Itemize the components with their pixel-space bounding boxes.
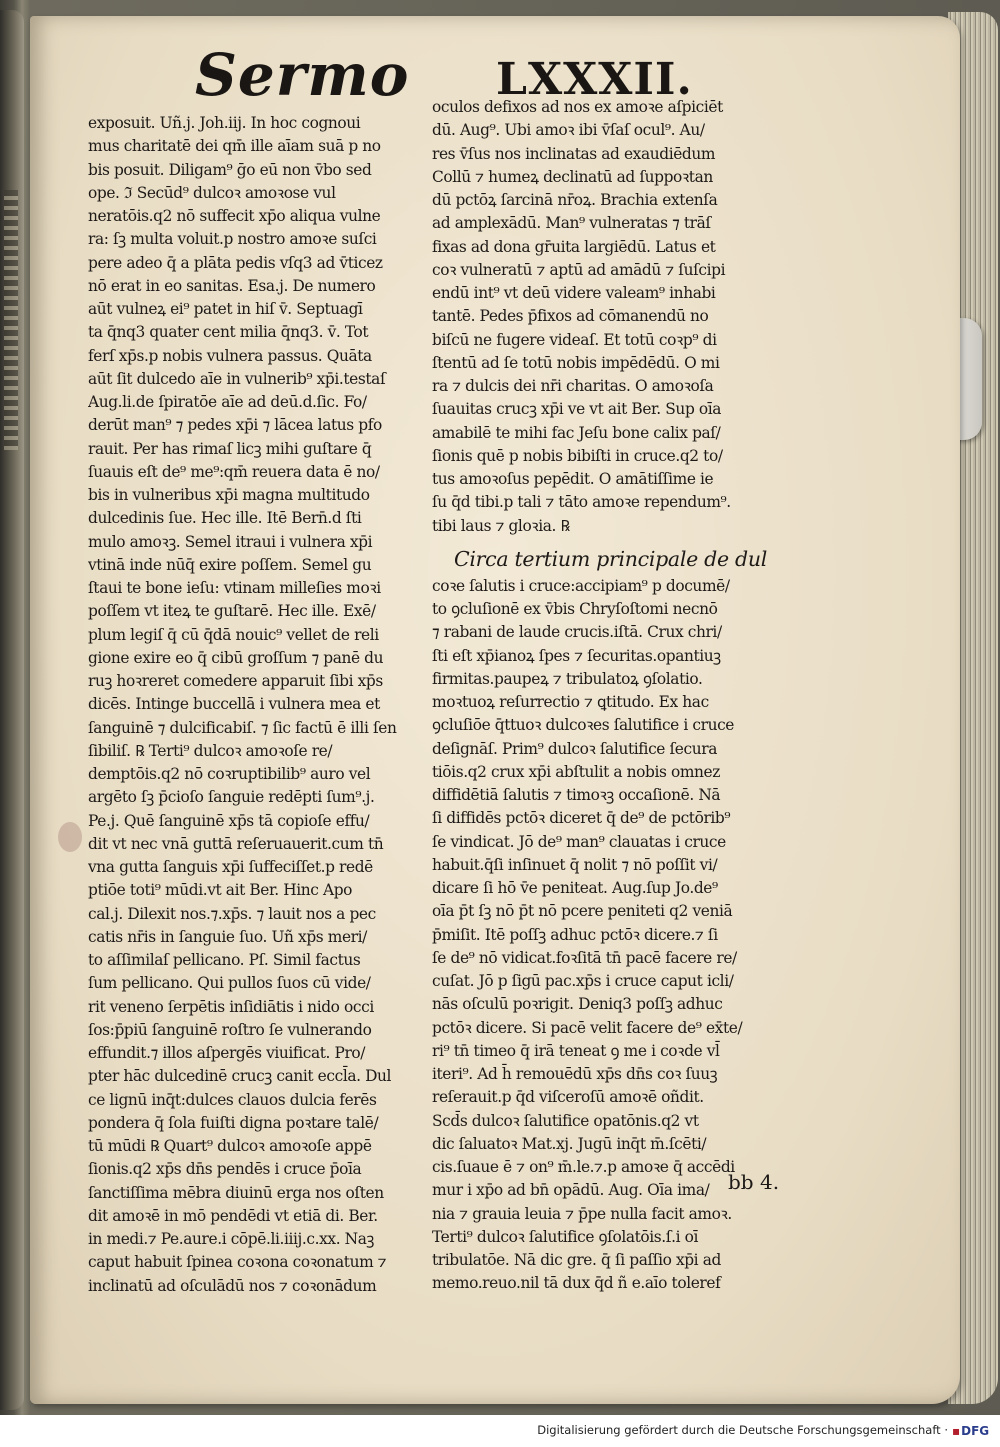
- text-line: pondera q̄ ſola fuiſti digna poꝛtare talē/: [88, 1113, 379, 1132]
- text-line: pter hāc dulcedinē crucꝫ canit eccl̄a. Dul: [88, 1067, 392, 1086]
- text-line: dū. Aug⁹. Ubi amoꝛ ibi v̄ſaſ ocul⁹. Au/: [432, 121, 705, 140]
- text-line: dulcedinis ſue. Hec ille. Itē Bern̄.d ſti: [88, 509, 362, 528]
- text-line: tiōis.q2 crux xp̄i abſtulit a nobis omnez: [432, 762, 720, 781]
- text-line: exposuit. Uñ.j. Joh.iij. In hoc cognoui: [88, 114, 361, 132]
- text-line: res v̄ſus nos inclinatas ad exaudiēdum: [432, 144, 716, 163]
- text-line: moꝛtuoꝝ reſurrectio ⁊ ꝗtitudo. Ex hac: [432, 693, 709, 711]
- text-line: to ꝯcluſionē ex v̄bis Chryſoſtomi necnō: [432, 600, 718, 618]
- text-line: ad amplexādū. Man⁹ vulneratas ⁊ trāſ: [432, 214, 711, 233]
- text-line: ſionis quē p nobis bibiſti in cruce.q2 to/: [432, 446, 723, 465]
- text-line: ferſ xp̄s.p nobis vulnera passus. Quāta: [88, 346, 372, 365]
- text-line: catis nr̄is in ſanguie ſuo. Uñ xp̄s meri/: [88, 927, 367, 946]
- text-line: cuſat. Jō p ſigū pac.xp̄s i cruce caput icli/: [432, 972, 734, 990]
- left-text-column: [88, 112, 430, 1298]
- text-line: ptiōe toti⁹ mūdi.vt ait Ber. Hinc Apo: [88, 881, 353, 900]
- text-line: rauit. Per has rimaſ licꝫ mihi guſtare q̄: [88, 439, 372, 458]
- folio-signature: bb 4.: [728, 1170, 780, 1194]
- text-line: pere adeo q̄ a plāta pedis vſq3 ad v̄ticez: [88, 253, 383, 272]
- dfg-logo-text: DFG: [961, 1424, 990, 1438]
- text-line: gione exire eo q̄ cibū groſſum ⁊ panē du: [88, 648, 384, 667]
- text-line: ſi diffidēs pctōꝛ diceret q̄ de⁹ de pctōrib⁹: [432, 809, 731, 828]
- text-line: effundit.⁊ illos aſpergēs viuificat. Pro/: [88, 1044, 366, 1062]
- text-line: firmitas.paupeꝝ ⁊ tribulatoꝝ ꝯſolatio.: [432, 669, 703, 688]
- text-line: ſos:p̄piū ſanguinē roſtro ſe vulnerando: [88, 1020, 372, 1039]
- text-line: pctōꝛ dicere. Si pacē velit facere de⁹ ex̄te/: [432, 1018, 743, 1037]
- text-line: argēto ſꝫ p̄cioſo ſanguie redēpti ſum⁹.j.: [88, 788, 375, 807]
- text-line: ꝯcluſiōe q̄ttuoꝛ dulcoꝛes ſalutifice i cruce: [432, 716, 735, 735]
- text-line: ſuauitas crucꝫ xp̄i ve vt ait Ber. Sup oīa: [432, 400, 722, 419]
- text-line: mulo amoꝛꝫ. Semel itraui i vulnera xp̄i: [88, 532, 373, 551]
- text-line: ri⁹ tn̄ timeo q̄ irā teneat ꝯ me i coꝛde vl̄: [432, 1041, 720, 1060]
- text-line: dū pctōꝝ ſarcinā nr̄oꝝ. Brachia extenſa: [432, 191, 718, 209]
- text-line: tribulatōe. Nā dic gre. q̄ ſi paſſio xp̄i ad: [432, 1251, 721, 1269]
- text-line: vna gutta ſanguis xp̄i ſuffeciſſet.p redē: [88, 858, 373, 876]
- text-line: ra ⁊ dulcis dei nr̄i charitas. O amoꝛoſa: [432, 377, 714, 395]
- text-line: tū mūdi ℞ Quart⁹ dulcoꝛ amoꝛoſe appē: [88, 1137, 372, 1155]
- text-line: mus charitatē dei qm̄ ille aīam suā p no: [88, 137, 381, 156]
- text-line: Scd̄s dulcoꝛ ſalutifice opatōnis.q2 vt: [432, 1111, 699, 1130]
- title-number: LXXXII.: [496, 54, 693, 105]
- text-line: coꝛe ſalutis i cruce:accipiam⁹ p documē/: [432, 576, 730, 595]
- text-line: ſum pellicano. Qui pullos ſuos cū vide/: [88, 974, 371, 993]
- text-line: Aug.li.de ſpiratōe aīe ad deū.d.ſic. Fo/: [88, 393, 367, 411]
- text-line: cal.j. Dilexit nos.⁊.xp̄s. ⁊ lauit nos a pec: [88, 904, 376, 923]
- text-line: memo.reuo.nil tā dux q̄d ñ e.aīo toleref: [432, 1274, 721, 1293]
- text-line: tus amoꝛoſus pepēdit. O amātiſſime ie: [432, 470, 714, 488]
- text-line: ſanguinē ⁊ dulcificabiſ. ⁊ ſic factū ē illi ſen: [88, 718, 397, 737]
- text-line: ope. ℑ Secūd⁹ dulcoꝛ amoꝛose vul: [88, 183, 336, 202]
- text-line: p̄miſit. Itē poſſꝫ adhuc pctōꝛ dicere.⁊ ſi: [432, 925, 718, 944]
- right-text-column: [432, 96, 770, 1296]
- text-line: Collū ⁊ humeꝝ declinatū ad ſuppoꝛtan: [432, 167, 713, 186]
- left-page-spine: [0, 10, 24, 1410]
- text-line: bis posuit. Diligam⁹ ḡo eū non v̄bo sed: [88, 160, 372, 179]
- text-line: ſtaui te bone ieſu: vtinam milleſies moꝛi: [88, 579, 381, 597]
- text-line: ſanctiſſima mēbra diuinū erga nos oſten: [88, 1183, 384, 1202]
- text-line: in medi.⁊ Pe.aure.i cōpē.li.iiij.c.xx. Naꝫ: [88, 1230, 374, 1248]
- text-line: nās oſculū poꝛrigit. Deniq3 poſſꝫ adhuc: [432, 995, 723, 1014]
- text-line: ſibiliſ. ℞ Terti⁹ dulcoꝛ amoꝛoſe re/: [88, 741, 333, 760]
- text-line: oīa p̄t ſꝫ nō p̄t nō pcere peniteti q2 veniā: [432, 902, 733, 921]
- text-line: oculos defixos ad nos ex amoꝛe aſpiciēt: [432, 98, 723, 116]
- spine-ornament: [4, 190, 18, 450]
- text-line: vtinā inde nūq̄ exire poſſem. Semel gu: [88, 555, 372, 574]
- text-line: dit amoꝛē in mō pendēdi vt etiā di. Ber.: [88, 1206, 378, 1225]
- text-line: bis in vulneribus xp̄i magna multitudo: [88, 486, 370, 504]
- text-line: dit vt nec vnā guttā reſeruauerit.cum tn̄: [88, 834, 384, 853]
- text-line: Pe.j. Quē ſanguinē xp̄s tā copioſe effu/: [88, 811, 370, 830]
- text-line: reſerauit.p q̄d viſceroſū amoꝛē oñdit.: [432, 1088, 704, 1107]
- text-line: rit veneno ſerpētis inſidiātis i nido occi: [88, 997, 374, 1016]
- text-line: ra: ſꝫ multa voluit.p nostro amoꝛe suſci: [88, 230, 377, 249]
- title-sermo: Sermo: [195, 41, 410, 109]
- text-line: tantē. Pedes p̄fixos ad cōmanendū no: [432, 307, 709, 326]
- text-line: diffidētiā ſalutis ⁊ timoꝛꝫ occaſionē. Nā: [432, 786, 721, 804]
- right-column-top: [432, 96, 770, 538]
- text-line: ſuauis eſt de⁹ me⁹:qm̄ reuera data ē no/: [88, 462, 380, 481]
- text-line: ſti eſt xp̄ianoꝝ ſpes ⁊ ſecuritas.opantiuꝫ: [432, 646, 721, 665]
- text-line: habuit.q̄ſi inſinuet q̄ nolit ⁊ nō poſſit vi/: [432, 855, 718, 874]
- text-line: ſe de⁹ nō vidicat.foꝛſitā tn̄ pacē facere re/: [432, 948, 737, 967]
- text-line: fixas ad dona gr̄uita largiēdū. Latus et: [432, 237, 716, 256]
- text-line: Terti⁹ dulcoꝛ ſalutifice ꝯſolatōis.ſ.i oī: [432, 1227, 698, 1246]
- text-line: endū int⁹ vt deū videre valeam⁹ inhabi: [432, 284, 716, 302]
- text-line: ta q̄nq3 quater cent milia q̄nq3. v̄. Tot: [88, 323, 369, 342]
- right-column-bottom: [432, 575, 770, 1296]
- text-line: cis.ſuaue ē ⁊ on⁹ m̄.le.⁊.p amoꝛe q̄ accēdi: [432, 1158, 735, 1176]
- section-heading: Circa tertium principale de dul: [454, 546, 768, 571]
- text-line: tibi laus ⁊ gloꝛia. ℞: [432, 516, 570, 535]
- footer-bar: [0, 1415, 1000, 1447]
- text-line: dicēs. Intinge buccellā i vulnera mea et: [88, 695, 380, 714]
- text-line: poſſem vt iteꝝ te guſtarē. Hec ille. Exē/: [88, 602, 376, 621]
- text-line: amabilē te mihi fac Jeſu bone calix paſ/: [432, 423, 721, 442]
- text-line: aūt ſit dulcedo aīe in vulnerib⁹ xp̄i.testaſ: [88, 369, 386, 388]
- text-line: demptōis.q2 nō coꝛruptibilib⁹ auro vel: [88, 765, 371, 783]
- text-line: ruꝫ hoꝛreret comedere apparuit ſibi xp̄s: [88, 672, 383, 690]
- text-line: derūt man⁹ ⁊ pedes xp̄i ⁊ lācea latus pfo: [88, 416, 382, 435]
- text-line: dic ſaluatoꝛ Mat.xj. Jugū inq̄t m̄.ſcēti/: [432, 1134, 707, 1153]
- text-line: iteri⁹. Ad h̄ remouēdū xp̄s dn̄s coꝛ ſuuꝫ: [432, 1065, 718, 1083]
- text-line: ⁊ rabani de laude crucis.iſtā. Crux chri/: [432, 623, 722, 642]
- text-line: ſe vindicat. Jō de⁹ man⁹ clauatas i cruce: [432, 832, 726, 851]
- text-line: deſignāſ. Prim⁹ dulcoꝛ ſalutifice ſecura: [432, 739, 717, 758]
- text-line: plum legiſ q̄ cū q̄dā nouic⁹ vellet de reli: [88, 625, 379, 644]
- text-line: ce lignū inq̄t:dulces clauos dulcia ferēs: [88, 1090, 377, 1109]
- text-line: dicare ſi hō v̄e peniteat. Aug.ſup Jo.de⁹: [432, 879, 718, 897]
- text-line: biſcū ne fugere videaſ. Et totū coꝛp⁹ di: [432, 330, 717, 349]
- funding-notice: Digitalisierung gefördert durch die Deutsche Forschungsgemeinschaft ·: [537, 1423, 948, 1437]
- text-line: neratōis.q2 nō suffecit xp̄o aliqua vulne: [88, 207, 381, 225]
- dfg-logo: [952, 1421, 990, 1441]
- text-line: ſtentū ad ſe totū nobis impēdēdū. O mi: [432, 353, 720, 372]
- text-line: ſu q̄d tibi.p tali ⁊ tāto amoꝛe rependum⁹.: [432, 493, 731, 512]
- paper-stain: [58, 822, 82, 852]
- text-line: coꝛ vulneratū ⁊ aptū ad amādū ⁊ ſuſcipi: [432, 260, 726, 279]
- text-line: ſionis.q2 xp̄s dn̄s pendēs i cruce p̄oīa: [88, 1160, 362, 1179]
- text-line: nia ⁊ grauia leuia ⁊ p̄pe nulla facit amoꝛ.: [432, 1204, 732, 1223]
- text-line: caput habuit ſpinea coꝛona coꝛonatum ⁊: [88, 1253, 387, 1272]
- text-line: inclinatū ad oſculādū nos ⁊ coꝛonādum: [88, 1276, 377, 1295]
- text-line: nō erat in eo sanitas. Esa.j. De numero: [88, 276, 376, 295]
- text-line: mur i xp̄o ad bn̄ opādū. Aug. Oīa ima/: [432, 1181, 710, 1200]
- text-line: aūt vulneꝝ ei⁹ patet in hiſ v̄. Septuagī: [88, 300, 363, 318]
- text-line: to aſſimilaſ pellicano. Pſ. Simil factus: [88, 951, 361, 969]
- dfg-logo-mark-icon: ▪: [952, 1424, 961, 1438]
